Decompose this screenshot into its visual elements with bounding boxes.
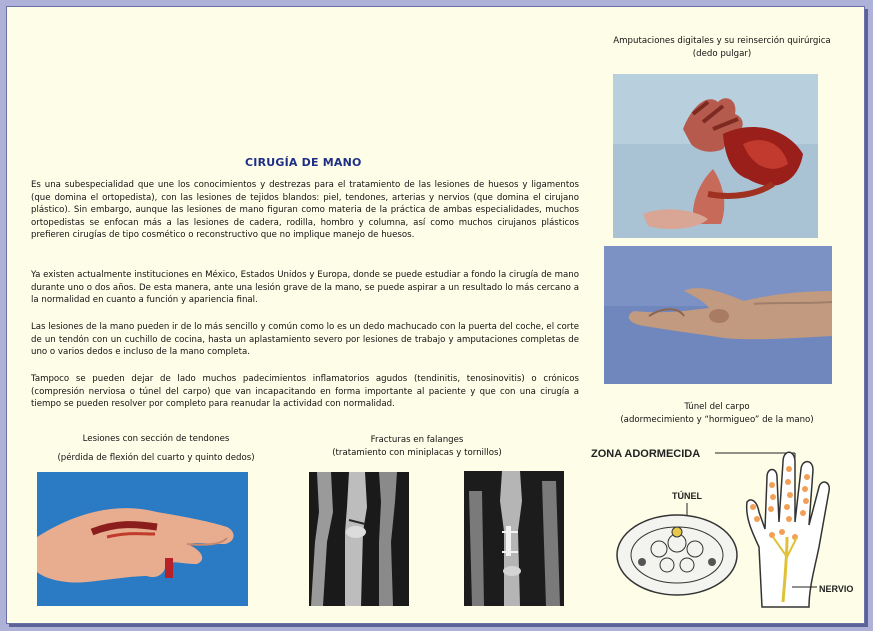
carpal-caption-line1: Túnel del carpo [684,402,750,412]
nerve-label: NERVIO [819,584,854,594]
amputation-caption-line2: (dedo pulgar) [692,49,752,59]
paragraph-2: Ya existen actualmente instituciones en México, Estados Unidos y Europa, donde se puede estudiar a fondo la cirugía de mano durante uno o dos años. De esta manera, ante una lesión grave de la mano, se puede aspirar a un resultado lo más cercano a la normalidad en cuanto a función y apariencia final. [31,270,579,306]
tendon-caption [27,433,285,465]
carpal-tunnel-diagram [587,437,862,617]
document-page [6,6,865,624]
amputation-photo-2 [604,246,832,384]
page-title: CIRUGÍA DE MANO [245,156,362,169]
carpal-caption [592,401,842,427]
fracture-caption-line2: (tratamiento con miniplacas y tornillos) [332,448,502,458]
xray-photo-2 [464,471,564,606]
tendon-photo [37,472,248,606]
paragraph-4: Tampoco se pueden dejar de lado muchos padecimientos inflamatorios agudos (tendinitis, tenosinovitis) o crónicos (compresión nerviosa o túnel del carpo) que van incapacitando en forma importante al paciente y que con una cirugía a tiempo se pueden resolver por completo para reanudar la actividad con normalidad. [31,374,579,410]
numb-zone-label: ZONA ADORMECIDA [591,448,701,460]
paragraph-3: Las lesiones de la mano pueden ir de lo más sencillo y común como lo es un dedo machucado con la puerta del coche, el corte de un tendón con un cuchillo de cocina, hasta un aplastamiento severo por lesiones de trabajo y amputaciones completas de uno o varios dedos e incluso de la mano completa. [31,322,579,358]
amputation-caption-line1: Amputaciones digitales y su reinserción quirúrgica [613,36,831,46]
fracture-caption-line1: Fracturas en falanges [370,435,464,445]
fracture-caption [307,434,527,460]
xray-photo-1 [309,472,409,606]
tunnel-label: TÚNEL [672,491,702,501]
paragraph-1: Es una subespecialidad que une los conocimientos y destrezas para el tratamiento de las lesiones de huesos y ligamentos (que domina el ortopedista), con las lesiones de tejidos blandos: piel, tendones, arterias y nervios (que domina el cirujano plástico). Sin embargo, aunque las lesiones de mano figuran como materia de la práctica de ambas especialidades, muchos ortopedistas se enfocan más a las lesiones de cadera, rodilla, hombro y columna, así como muchos cirujanos plásticos prefieren cirugías de tipo cosmético o reconstructivo que no implique manejo de huesos. [31,180,579,241]
tendon-caption-line1: Lesiones con sección de tendones [82,434,230,444]
tendon-caption-line2: (pérdida de flexión del cuarto y quinto dedos) [57,453,255,463]
amputation-caption [577,35,867,61]
carpal-caption-line2: (adormecimiento y “hormigueo” de la mano) [620,415,814,425]
amputation-photo-1 [613,74,818,238]
